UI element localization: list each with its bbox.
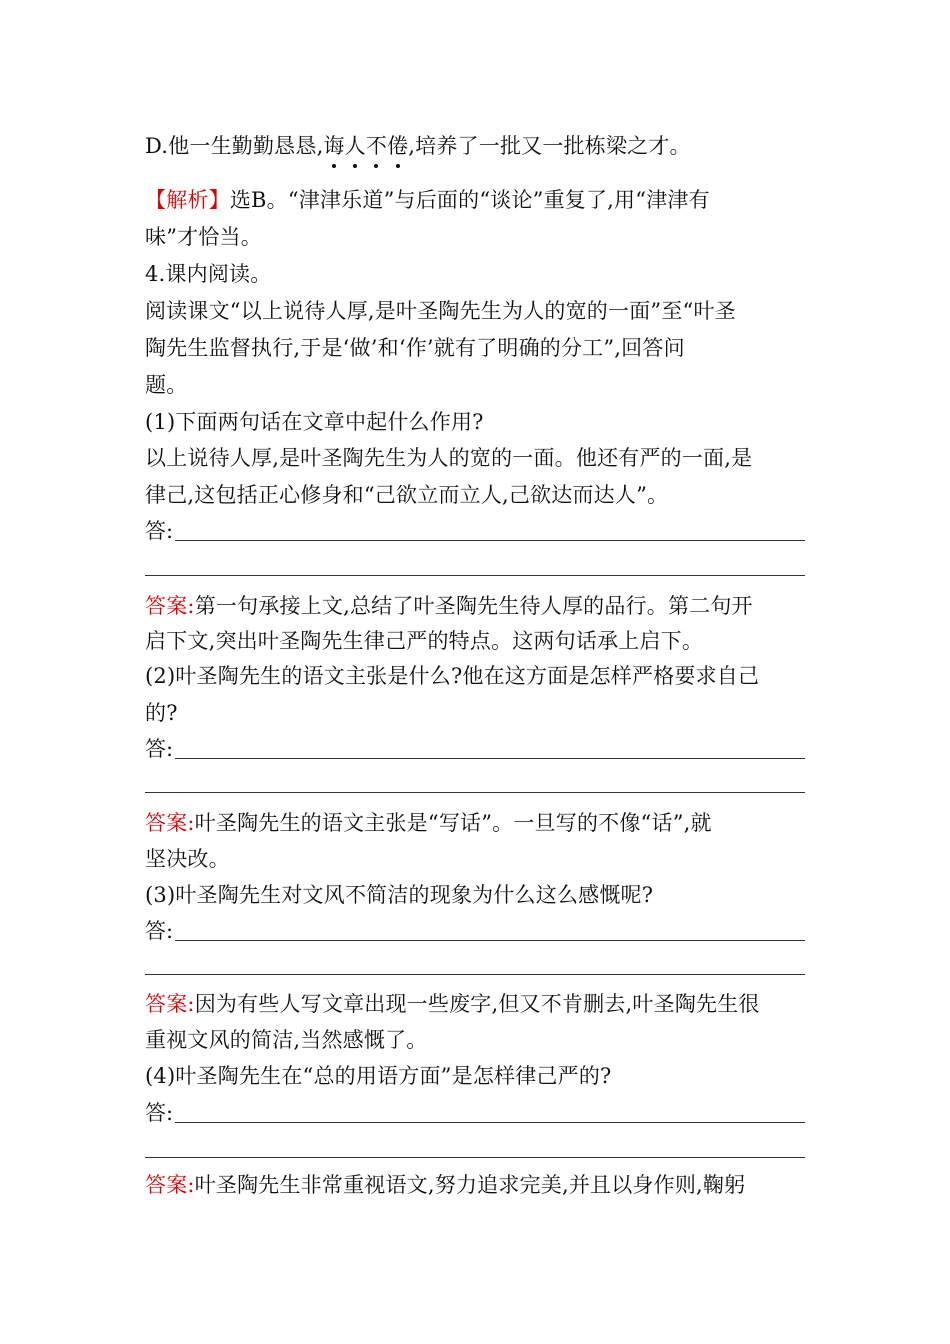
answer-label: 答: xyxy=(145,919,174,943)
subquestion-2-text: 的? xyxy=(145,701,178,725)
emphasized-char: 倦 xyxy=(387,131,408,161)
answer-key-label: 答案: xyxy=(145,811,195,835)
answer-key-label: 答案: xyxy=(145,594,195,618)
answer-label: 答: xyxy=(145,1101,174,1125)
subquestion-2-text: (2)叶圣陶先生的语文主张是什么?他在这方面是怎样严格要求自己 xyxy=(145,664,760,688)
answer-1-line: 启下文,突出叶圣陶先生律己严的特点。这两句话承上启下。 xyxy=(145,629,704,653)
answer-4-line xyxy=(145,1170,810,1200)
answer-2-line: 坚决改。 xyxy=(145,847,230,871)
answer-field-1[interactable] xyxy=(145,516,805,546)
answer-1-line xyxy=(145,591,810,621)
answer-blank-line[interactable] xyxy=(145,575,805,576)
analysis-label: 【解析】 xyxy=(145,188,230,212)
question-4-intro-line: 陶先生监督执行,于是‘做’和‘作’就有了明确的分工”,回答问 xyxy=(145,336,685,360)
answer-line xyxy=(175,540,805,541)
option-d-suffix: ,培养了一批又一批栋梁之才。 xyxy=(408,134,691,158)
answer-key-label: 答案: xyxy=(145,1173,195,1197)
analysis-line-2: 味”才恰当。 xyxy=(145,225,262,249)
answer-field-4[interactable] xyxy=(145,1098,805,1128)
answer-label: 答: xyxy=(145,737,174,761)
option-d xyxy=(145,131,810,161)
answer-line xyxy=(175,1122,805,1123)
answer-field-3[interactable] xyxy=(145,916,805,946)
answer-line xyxy=(175,940,805,941)
analysis-line-1 xyxy=(145,185,810,215)
question-4-intro-line: 阅读课文“以上说待人厚,是叶圣陶先生为人的宽的一面”至“叶圣 xyxy=(145,299,736,323)
subquestion-1-quote: 律己,这包括正心修身和“己欲立而立人,己欲达而达人”。 xyxy=(145,483,669,507)
answer-2-line xyxy=(145,808,810,838)
answer-3-line xyxy=(145,989,810,1019)
subquestion-1-quote: 以上说待人厚,是叶圣陶先生为人的宽的一面。他还有严的一面,是 xyxy=(145,446,753,470)
subquestion-3-text: (3)叶圣陶先生对文风不简洁的现象为什么这么感慨呢? xyxy=(145,883,654,907)
answer-field-2[interactable] xyxy=(145,734,805,764)
subquestion-4-text: (4)叶圣陶先生在“总的用语方面”是怎样律己严的? xyxy=(145,1064,612,1088)
question-4-title: 4.课内阅读。 xyxy=(145,262,272,286)
emphasized-char: 人 xyxy=(345,131,366,161)
answer-key-label: 答案: xyxy=(145,992,195,1016)
answer-blank-line[interactable] xyxy=(145,1157,805,1158)
emphasized-char: 不 xyxy=(366,131,387,161)
answer-blank-line[interactable] xyxy=(145,792,805,793)
subquestion-1-text: (1)下面两句话在文章中起什么作用? xyxy=(145,410,484,434)
answer-line xyxy=(175,758,805,759)
analysis-text: 选B。“津津乐道”与后面的“谈论”重复了,用“津津有 xyxy=(229,188,710,212)
answer-key-text: 叶圣陶先生非常重视语文,努力追求完美,并且以身作则,鞠躬 xyxy=(194,1173,746,1197)
emphasized-char: 诲 xyxy=(323,131,344,161)
answer-key-text: 叶圣陶先生的语文主张是“写话”。一旦写的不像“话”,就 xyxy=(194,811,712,835)
answer-key-text: 第一句承接上文,总结了叶圣陶先生待人厚的品行。第二句开 xyxy=(194,594,753,618)
answer-key-text: 因为有些人写文章出现一些废字,但又不肯删去,叶圣陶先生很 xyxy=(194,992,760,1016)
answer-blank-line[interactable] xyxy=(145,974,805,975)
answer-3-line: 重视文风的简洁,当然感慨了。 xyxy=(145,1028,428,1052)
option-d-prefix: D.他一生勤勤恳恳, xyxy=(145,134,324,158)
answer-label: 答: xyxy=(145,519,174,543)
question-4-intro-line: 题。 xyxy=(145,373,188,397)
